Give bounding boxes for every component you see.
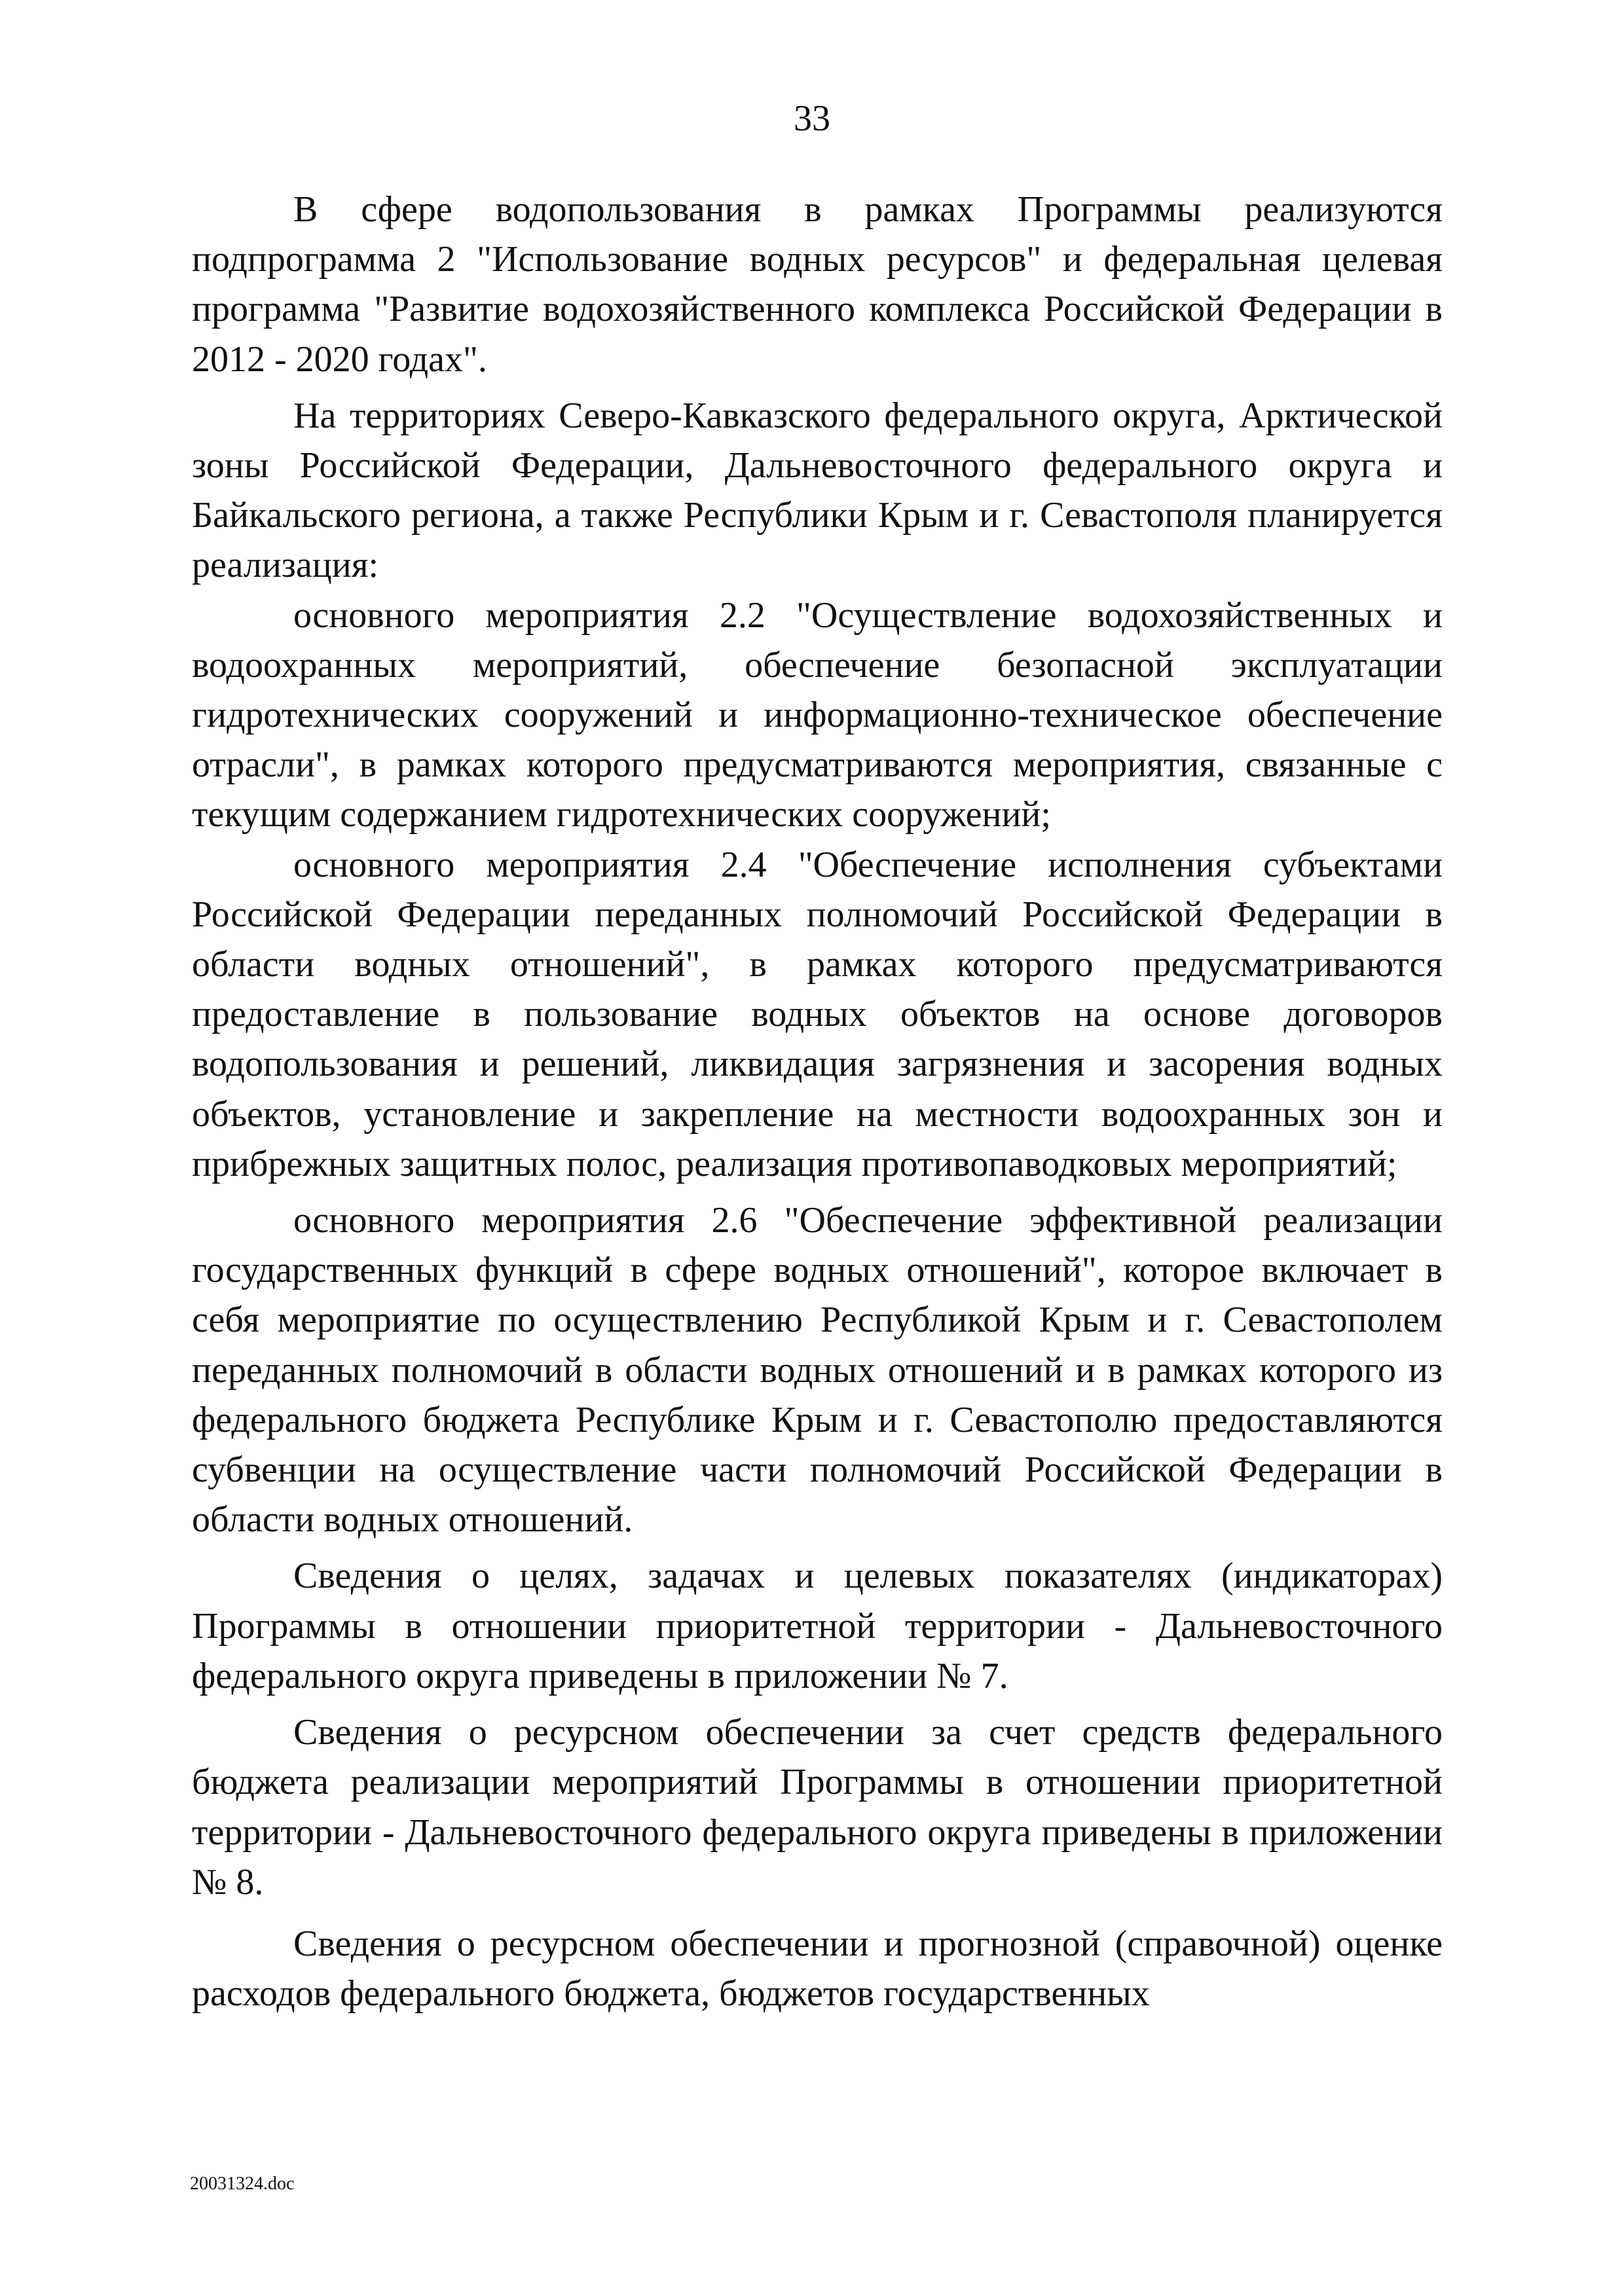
paragraph-priority-territories: На территориях Северо-Кавказского федерального округа, Арктической зоны Российской Федерации, Дальневосточного федерального округа и Байкальского региона, а также Республики Крым и г. Севастополя планируется реализация:	[192, 395, 1443, 586]
paragraph-main-activity-2-4: основного мероприятия 2.4 "Обеспечение исполнения субъектами Российской Федерации переданных полномочий Российской Федерации в области водных отношений", в рамках которого предусматриваются предоставление в пользование водных объектов на основе договоров водопользования и решений, ликвидация загрязнения и засорения водных объектов, установление и закрепление на местности водоохранных зон и прибрежных защитных полос, реализация противопаводковых мероприятий;	[192, 844, 1443, 1184]
paragraph-main-activity-2-2: основного мероприятия 2.2 "Осуществление водохозяйственных и водоохранных мероприятий, обеспечение безопасной эксплуатации гидротехнических сооружений и информационно-техническое обеспечение отрасли", в рамках которого предусматриваются мероприятия, связанные с текущим содержанием гидротехнических сооружений;	[192, 594, 1443, 835]
paragraph-water-use-programs: В сфере водопользования в рамках Программы реализуются подпрограмма 2 "Использование водных ресурсов" и федеральная целевая программа "Развитие водохозяйственного комплекса Российской Федерации в 2012 - 2020 годах".	[192, 189, 1443, 380]
paragraph-resource-estimate: Сведения о ресурсном обеспечении и прогнозной (справочной) оценке расходов федерального бюджета, бюджетов государственных	[192, 1923, 1443, 2014]
paragraph-appendix-8-reference: Сведения о ресурсном обеспечении за счет средств федерального бюджета реализации мероприятий Программы в отношении приоритетной территории - Дальневосточного федерального округа приведены в приложении № 8.	[192, 1712, 1443, 1903]
footer-filename: 20031324.doc	[190, 2174, 295, 2194]
page-number: 33	[794, 98, 830, 139]
paragraph-main-activity-2-6: основного мероприятия 2.6 "Обеспечение эффективной реализации государственных функций в сфере водных отношений", которое включает в себя мероприятие по осуществлению Республикой Крым и г. Севастополем переданных полномочий в области водных отношений и в рамках которого из федерального бюджета Республике Крым и г. Севастополю предоставляются субвенции на осуществление части полномочий Российской Федерации в области водных отношений.	[192, 1200, 1443, 1540]
document-body	[192, 185, 1443, 2018]
paragraph-appendix-7-reference: Сведения о целях, задачах и целевых показателях (индикаторах) Программы в отношении приоритетной территории - Дальневосточного федерального округа приведены в приложении № 7.	[192, 1556, 1443, 1696]
